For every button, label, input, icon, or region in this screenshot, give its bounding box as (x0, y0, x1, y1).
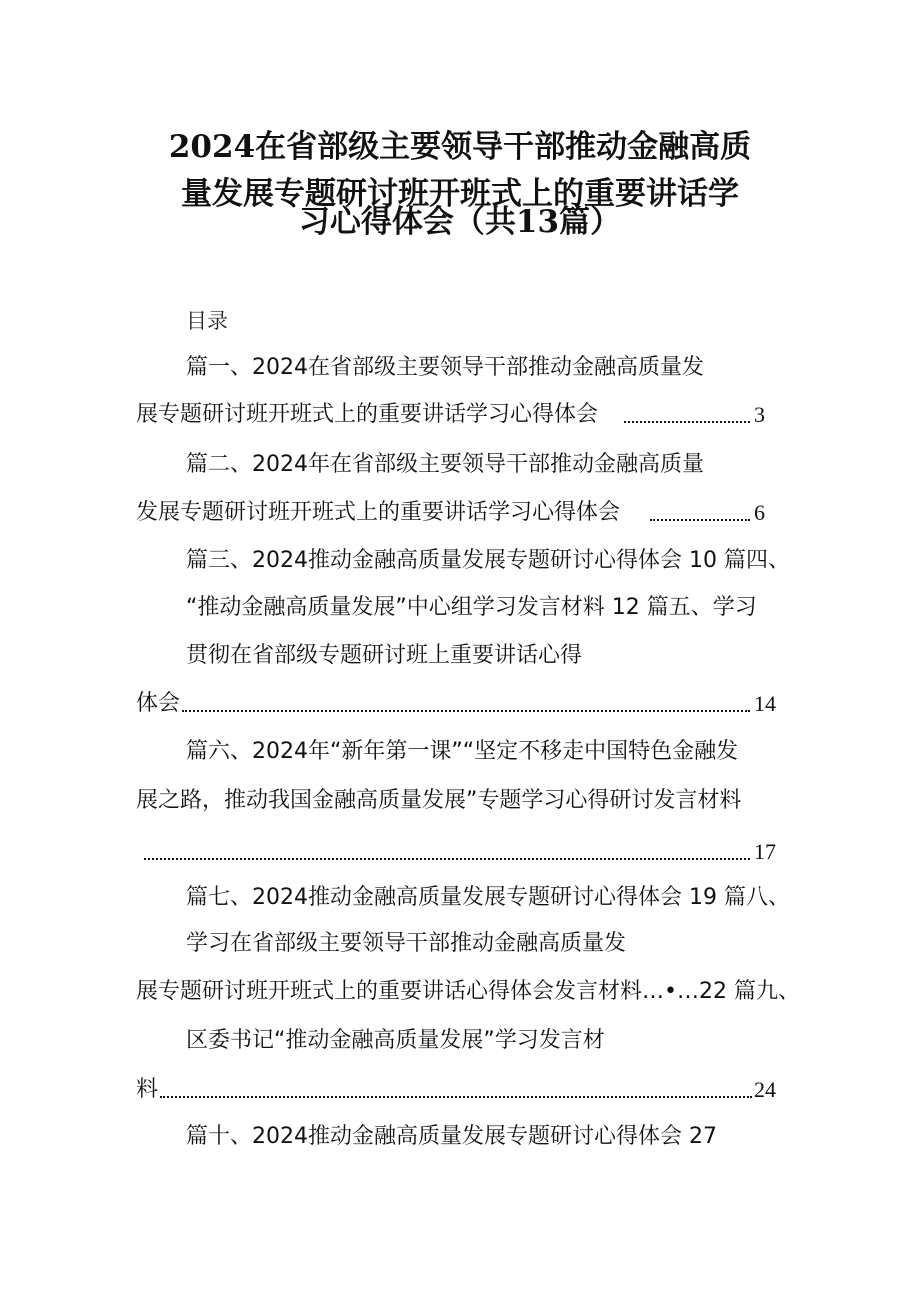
toc-leader-dots (650, 519, 750, 521)
toc-line: 篇十、2024推动金融高质量发展专题研讨心得体会 27 (186, 1124, 717, 1149)
toc-leader-dots (182, 710, 750, 712)
toc-line: 展专题研讨班开班式上的重要讲话心得体会发言材料…•…22 篇九、 (136, 979, 800, 1004)
toc-leader-dots (160, 1096, 752, 1098)
toc-line: “推动金融高质量发展”中心组学习发言材料 12 篇五、学习 (186, 595, 757, 620)
toc-heading: 目录 (186, 309, 228, 333)
toc-line: 篇七、2024推动金融高质量发展专题研讨心得体会 19 篇八、 (186, 885, 790, 910)
toc-line: 料 (136, 1077, 159, 1102)
toc-line: 区委书记“推动金融高质量发展”学习发言材 (186, 1028, 605, 1053)
document-title-line-2: 量发展专题研讨班开班式上的重要讲话学 (181, 176, 739, 212)
document-title-line-3: 习心得体会（共13篇） (298, 204, 622, 240)
toc-page-number: 17 (754, 839, 776, 864)
document-title-line-1: 2024在省部级主要领导干部推动金融高质 (168, 129, 752, 165)
toc-line: 贯彻在省部级专题研讨班上重要讲话心得 (186, 643, 583, 668)
toc-page-number: 24 (754, 1077, 776, 1102)
toc-leader-dots (144, 858, 750, 860)
toc-page-number: 3 (754, 402, 765, 427)
toc-line: 展之路，推动我国金融高质量发展”专题学习心得研讨发言材料 (136, 788, 742, 813)
toc-line: 发展专题研讨班开班式上的重要讲话学习心得体会 (136, 500, 621, 525)
toc-line: 展专题研讨班开班式上的重要讲话学习心得体会 (136, 402, 599, 427)
toc-line: 学习在省部级主要领导干部推动金融高质量发 (186, 931, 627, 956)
toc-line: 篇三、2024推动金融高质量发展专题研讨心得体会 10 篇四、 (186, 548, 790, 573)
toc-line: 篇一、2024在省部级主要领导干部推动金融高质量发 (186, 355, 704, 380)
toc-page-number: 6 (754, 500, 765, 525)
toc-line: 篇六、2024年“新年第一课”“坚定不移走中国特色金融发 (186, 739, 739, 764)
toc-line: 篇二、2024年在省部级主要领导干部推动金融高质量 (186, 452, 704, 477)
toc-line: 体会 (136, 691, 181, 716)
toc-page-number: 14 (754, 691, 776, 716)
toc-leader-dots (624, 421, 750, 423)
